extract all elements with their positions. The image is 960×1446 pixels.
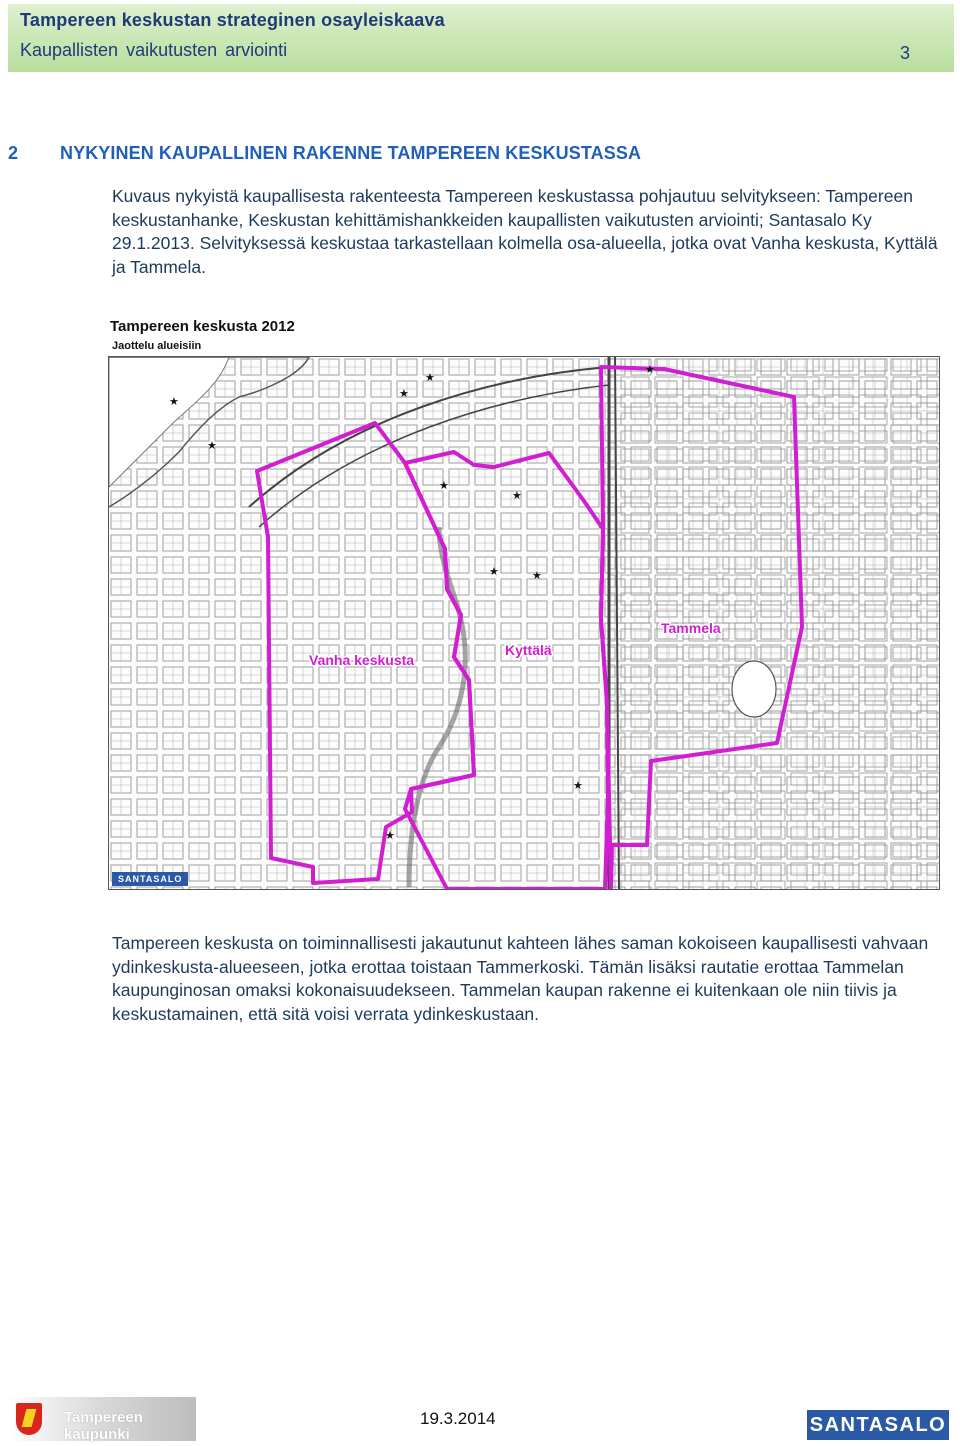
page-header xyxy=(8,4,954,72)
svg-text:★: ★ xyxy=(425,372,435,384)
document-title: Tampereen keskustan strateginen osayleiskaava xyxy=(20,10,445,30)
map-title: Tampereen keskusta 2012 xyxy=(110,318,295,335)
page-number: 3 xyxy=(899,43,910,63)
footer-date: 19.3.2014 xyxy=(420,1409,496,1428)
body-paragraph: Tampereen keskusta on toiminnallisesti jakautunut kahteen lähes saman kokoiseen kaupallisesti vahvaan ydinkeskusta-alueeseen, jotka erottaa toistaan Tammerkoski. Tämän lisäksi rautatie erottaa Tammelan kaupunginosan omaksi kokonaisuudekseen. Tammelan kaupan rakenne ei kuitenkaan ole niin tiivis ja keskustamainen, että sitä voisi verrata ydinkeskustaan. xyxy=(112,933,929,1024)
map-santasalo-logo: SANTASALO xyxy=(112,872,188,886)
svg-text:★: ★ xyxy=(573,780,583,792)
svg-text:★: ★ xyxy=(169,396,179,408)
map-label-vanha-keskusta: Vanha keskusta xyxy=(309,652,415,668)
map-label-tammela: Tammela xyxy=(661,620,721,636)
svg-text:★: ★ xyxy=(532,570,542,582)
svg-text:★: ★ xyxy=(399,388,409,400)
section-number: 2 xyxy=(8,143,19,163)
district-map xyxy=(108,356,940,890)
map-subtitle: Jaottelu alueisiin xyxy=(112,340,202,352)
svg-text:★: ★ xyxy=(385,830,395,842)
santasalo-logo: SANTASALO xyxy=(807,1410,949,1440)
svg-text:★: ★ xyxy=(207,440,217,452)
svg-text:★: ★ xyxy=(489,566,499,578)
document-subtitle: Kaupallisten vaikutusten arviointi xyxy=(20,40,288,60)
svg-text:★: ★ xyxy=(439,480,449,492)
map-drawing xyxy=(109,357,939,889)
city-logo-text: Tampereen kaupunki xyxy=(64,1409,143,1443)
section-title: NYKYINEN KAUPALLINEN RAKENNE TAMPEREEN KESKUSTASSA xyxy=(60,143,642,163)
map-label-kyttala: Kyttälä xyxy=(505,642,552,658)
svg-text:★: ★ xyxy=(512,490,522,502)
section-heading xyxy=(8,143,641,164)
intro-paragraph: Kuvaus nykyistä kaupallisesta rakenteesta Tampereen keskustassa pohjautuu selvitykseen: Tampereen keskustanhanke, Keskustan kehittämishankkeiden kaupallisten vaikutusten arviointi; Santasalo Ky 29.1.2013. Selvityksessä keskustaa tarkastellaan kolmella osa-alueella, jotka ovat Vanha keskusta, Kyttälä ja Tammela. xyxy=(112,186,938,277)
svg-text:★: ★ xyxy=(645,364,655,376)
tampere-city-logo xyxy=(8,1397,196,1441)
